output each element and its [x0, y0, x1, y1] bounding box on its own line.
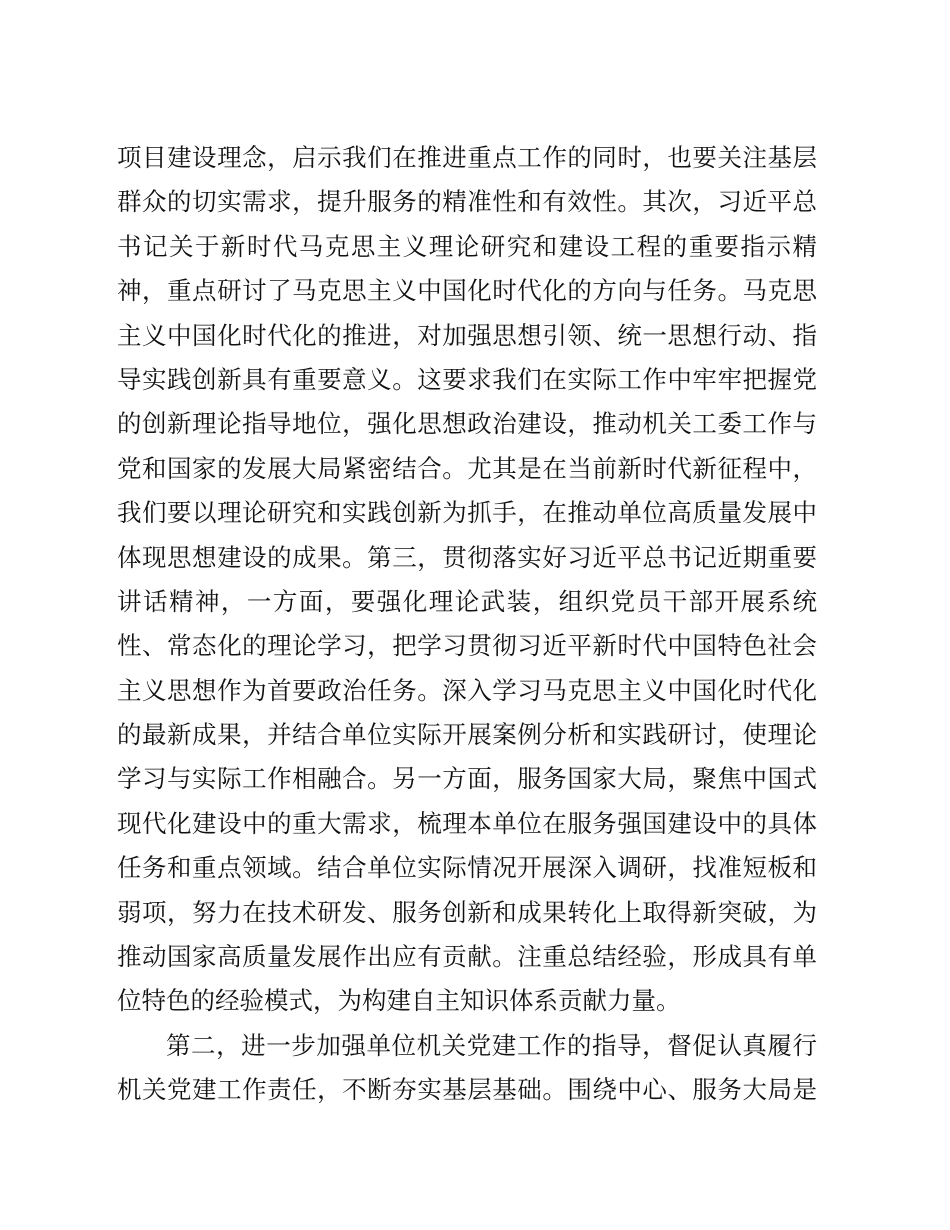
- text-line: 导实践创新具有重要意义。这要求我们在实际工作中牢牢把握党: [117, 364, 817, 394]
- text-line: 我们要以理论研究和实践创新为抓手，在推动单位高质量发展中: [117, 498, 817, 528]
- paragraph-start-line: 第二，进一步加强单位机关党建工作的指导，督促认真履行: [166, 1030, 817, 1060]
- body-text: [117, 136, 817, 1113]
- text-line: 任务和重点领域。结合单位实际情况开展深入调研，找准短板和: [117, 853, 817, 883]
- paragraph-end-line: 位特色的经验模式，为构建自主知识体系贡献力量。: [117, 986, 681, 1016]
- text-line: 性、常态化的理论学习，把学习贯彻习近平新时代中国特色社会: [117, 631, 817, 661]
- text-line: 项目建设理念，启示我们在推进重点工作的同时，也要关注基层: [117, 143, 817, 172]
- text-line: 神，重点研讨了马克思主义中国化时代化的方向与任务。马克思: [117, 276, 817, 306]
- text-line: 党和国家的发展大局紧密结合。尤其是在当前新时代新征程中，: [117, 453, 817, 483]
- text-line: 主义中国化时代化的推进，对加强思想引领、统一思想行动、指: [117, 320, 817, 350]
- text-line: 书记关于新时代马克思主义理论研究和建设工程的重要指示精: [117, 231, 817, 261]
- text-line: 群众的切实需求，提升服务的精准性和有效性。其次，习近平总: [117, 187, 817, 217]
- text-line: 体现思想建设的成果。第三，贯彻落实好习近平总书记近期重要: [117, 542, 817, 572]
- text-line: 推动国家高质量发展作出应有贡献。注重总结经验，形成具有单: [117, 942, 817, 972]
- text-line: 的创新理论指导地位，强化思想政治建设，推动机关工委工作与: [117, 409, 817, 439]
- text-line: 讲话精神，一方面，要强化理论武装，组织党员干部开展系统: [117, 586, 817, 616]
- text-line: 机关党建工作责任，不断夯实基层基础。围绕中心、服务大局是: [117, 1075, 817, 1105]
- text-line: 学习与实际工作相融合。另一方面，服务国家大局，聚焦中国式: [117, 764, 817, 794]
- text-line: 现代化建设中的重大需求，梳理本单位在服务强国建设中的具体: [117, 808, 817, 838]
- text-line: 主义思想作为首要政治任务。深入学习马克思主义中国化时代化: [117, 675, 817, 705]
- text-line: 的最新成果，并结合单位实际开展案例分析和实践研讨，使理论: [117, 720, 817, 750]
- text-line: 弱项，努力在技术研发、服务创新和成果转化上取得新突破，为: [117, 897, 817, 927]
